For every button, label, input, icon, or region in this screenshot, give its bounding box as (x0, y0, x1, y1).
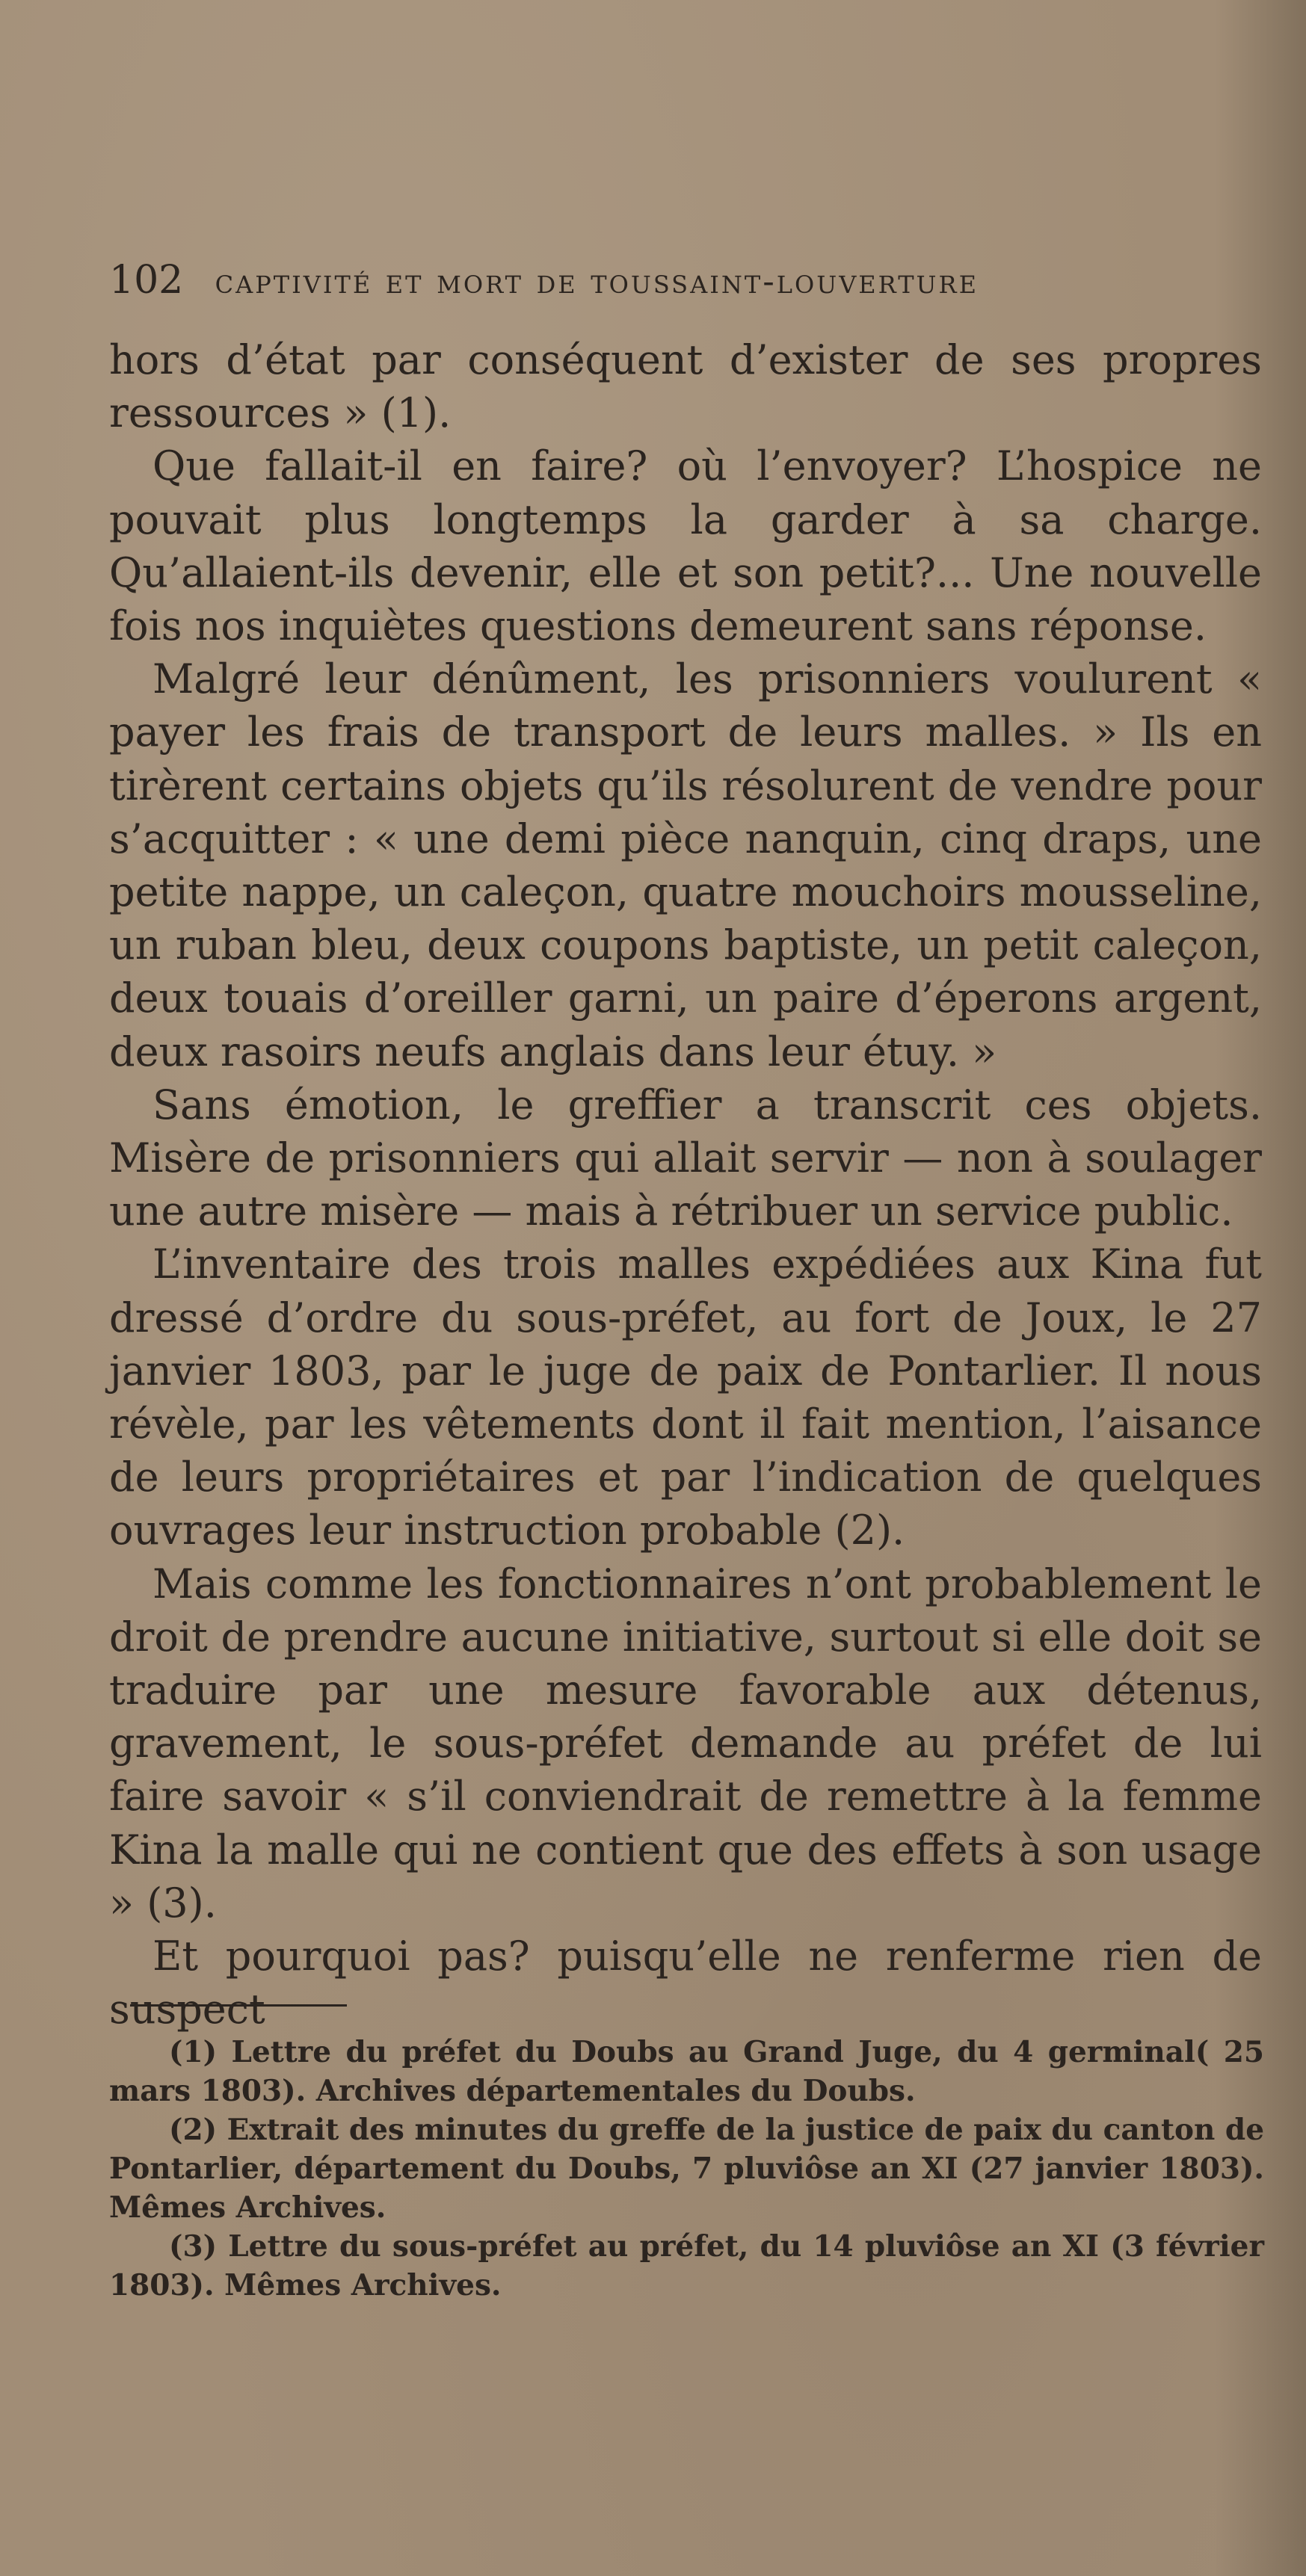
page-number: 102 (109, 258, 184, 303)
footnote: (2) Extrait des minutes du greffe de la justice de paix du canton de Pontarlier, département du Doubs, 7 pluviôse an XI (27 janvier 1803). Mêmes Archives. (109, 2113, 1265, 2225)
running-title: captivité et mort de toussaint-louverture (215, 261, 979, 301)
footnote-divider (130, 2004, 347, 2007)
paragraph: Que fallait-il en faire? où l’envoyer? L’hospice ne pouvait plus longtemps la garder à sa charge. Qu’allaient-ils devenir, elle et son petit?... Une nouvelle fois nos inquiètes questions demeurent sans réponse. (109, 442, 1262, 650)
footnote: (1) Lettre du préfet du Doubs au Grand Juge, du 4 germinal( 25 mars 1803). Archives départementales du Doubs. (109, 2035, 1264, 2108)
paragraph: L’inventaire des trois malles expédiées aux Kina fut dressé d’ordre du sous-préfet, au fort de Joux, le 27 janvier 1803, par le juge de paix de Pontarlier. Il nous révèle, par les vêtements dont il fait mention, l’aisance de leurs propriétaires et par l’indication de quelques ouvrages leur instruction probable (2). (109, 1241, 1262, 1554)
footnote: (3) Lettre du sous-préfet au préfet, du 14 pluviôse an XI (3 février 1803). Mêmes Archives. (109, 2229, 1264, 2302)
body-text (109, 333, 1262, 2036)
footnotes (109, 2033, 1264, 2305)
paragraph: Mais comme les fonctionnaires n’ont probablement le droit de prendre aucune initiative, surtout si elle doit se traduire par une mesure favorable aux détenus, gravement, le sous-préfet demande au préfet de lui faire savoir « s’il conviendrait de remettre à la femme Kina la malle qui ne contient que des effets à son usage » (3). (109, 1560, 1262, 1927)
paragraph: Et pourquoi pas? puisqu’elle ne renferme rien de suspect (109, 1933, 1262, 2033)
running-head (109, 258, 1275, 303)
paragraph-continued: hors d’état par conséquent d’exister de ses propres ressources » (1). (109, 336, 1262, 437)
paragraph: Malgré leur dénûment, les prisonniers voulurent « payer les frais de transport de leurs malles. » Ils en tirèrent certains objets qu’ils résolurent de vendre pour s’acquitter : « une demi pièce nanquin, cinq draps, une petite nappe, un caleçon, quatre mouchoirs mousseline, un ruban bleu, deux coupons baptiste, un petit caleçon, deux touais d’oreiller garni, un paire d’éperons argent, deux rasoirs neufs anglais dans leur étuy. » (109, 655, 1262, 1075)
paragraph: Sans émotion, le greffier a transcrit ces objets. Misère de prisonniers qui allait servir — non à soulager une autre misère — mais à rétribuer un service public. (109, 1081, 1262, 1235)
